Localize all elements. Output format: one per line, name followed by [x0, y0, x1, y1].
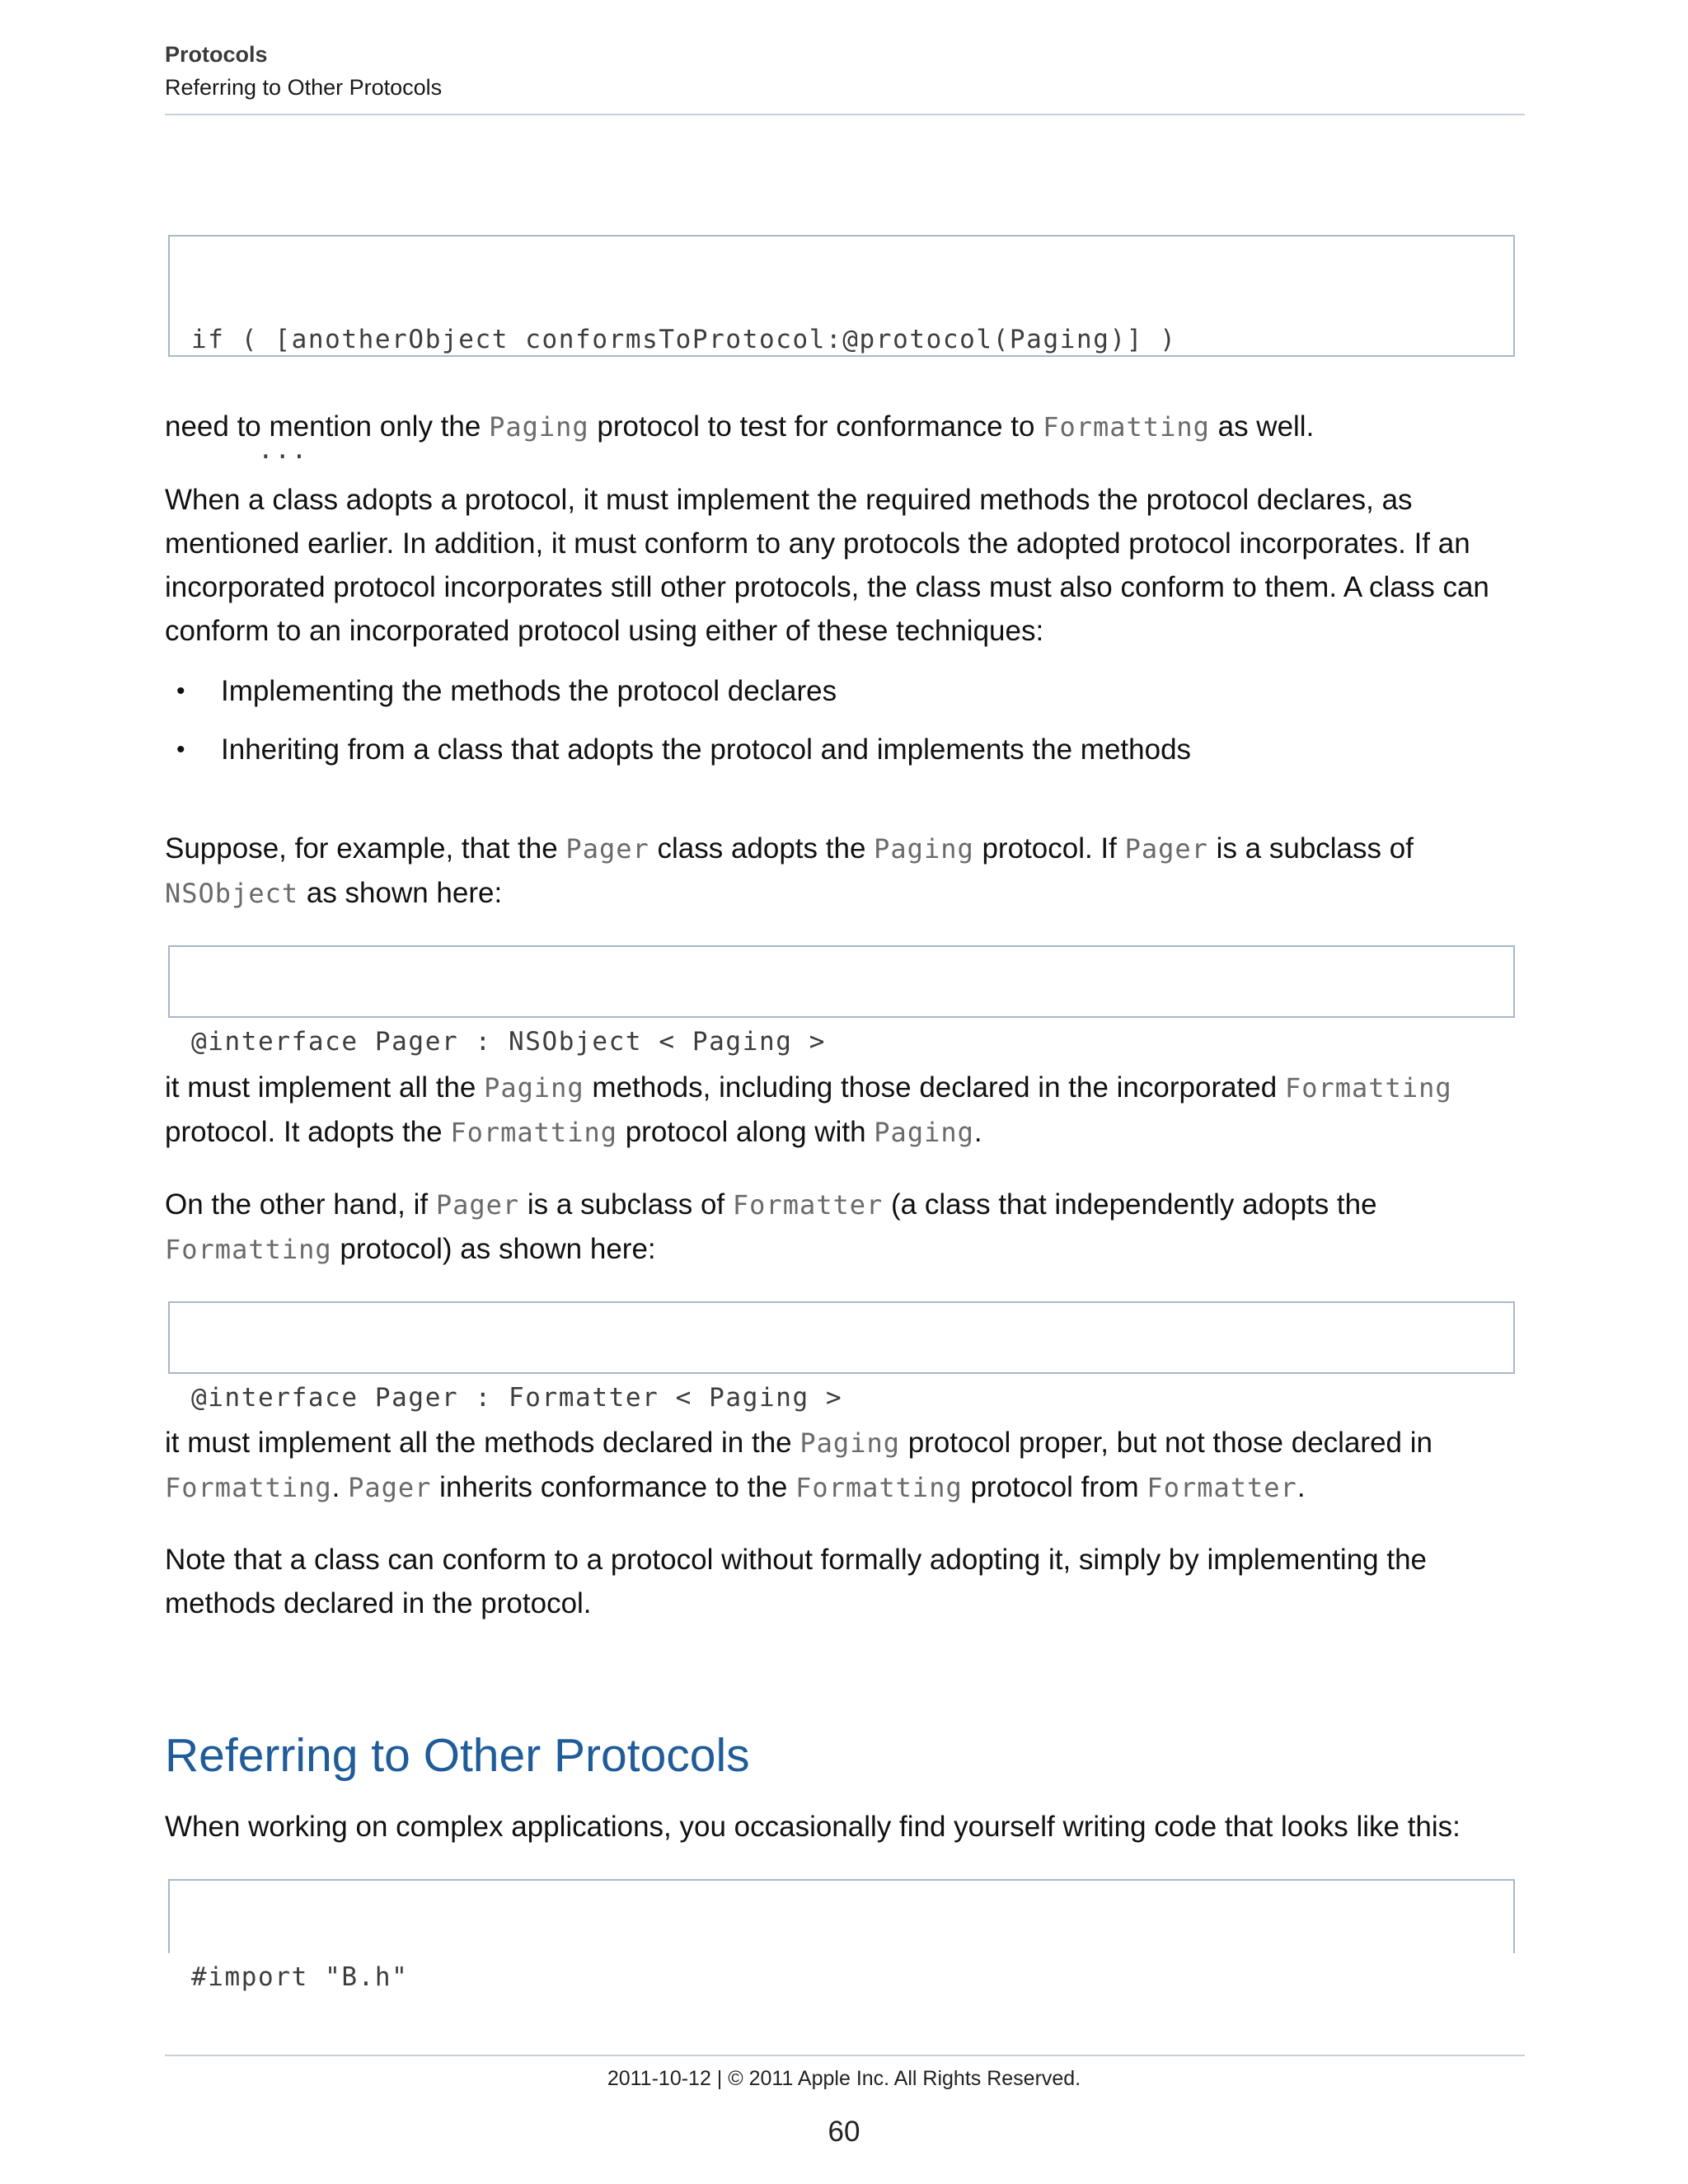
- text-run: protocol from: [962, 1471, 1147, 1503]
- text-run: as well.: [1209, 410, 1315, 443]
- header-divider: [165, 114, 1525, 115]
- text-run: need to mention only the: [165, 410, 490, 443]
- inline-code: Pager: [1124, 833, 1208, 865]
- inline-code: Paging: [874, 833, 974, 865]
- code-line: if ( [anotherObject conformsToProtocol:@protocol(Paging)] ): [191, 325, 1177, 354]
- code-line: ...: [191, 435, 308, 465]
- inline-code: Formatter: [732, 1189, 884, 1221]
- inline-code: Paging: [489, 411, 589, 443]
- inline-code: Pager: [435, 1189, 520, 1221]
- paragraph-implement-all: [165, 1066, 1533, 1155]
- inline-code: Paging: [799, 1427, 900, 1459]
- text-run: methods, including those declared in the incorporated: [584, 1071, 1285, 1104]
- code-line: @interface Pager : NSObject < Paging >: [191, 1027, 827, 1057]
- inline-code: Formatter: [1146, 1472, 1297, 1503]
- footer-copyright: 2011-10-12 | © 2011 Apple Inc. All Rights Reserved.: [607, 2067, 1081, 2090]
- page-number: 60: [828, 2116, 860, 2148]
- section-heading: Referring to Other Protocols: [165, 1729, 750, 1782]
- list-item-text: Inheriting from a class that adopts the protocol and implements the methods: [221, 733, 1192, 766]
- inline-code: Formatting: [165, 1234, 332, 1265]
- inline-code: Formatting: [450, 1117, 617, 1148]
- text-run: .: [1296, 1471, 1306, 1503]
- footer-divider: [165, 2055, 1525, 2056]
- paragraph-informal-conformance: Note that a class can conform to a protocol without formally adopting it, simply by implementing the methods declared in the protocol.: [165, 1544, 1428, 1619]
- text-run: Suppose, for example, that the: [165, 832, 566, 865]
- code-line: @interface Pager : Formatter < Paging >: [191, 1383, 843, 1413]
- inline-code: Paging: [484, 1072, 584, 1104]
- text-run: is a subclass of: [519, 1188, 733, 1221]
- text-run: protocol. It adopts the: [165, 1116, 451, 1148]
- text-run: On the other hand, if: [165, 1188, 436, 1221]
- list-item-text: Implementing the methods the protocol declares: [221, 675, 837, 707]
- text-run: protocol to test for conformance to: [588, 410, 1043, 443]
- text-run: inherits conformance to the: [431, 1471, 796, 1503]
- paragraph-conformance-test: [165, 405, 1533, 449]
- bullet-icon: •: [176, 736, 185, 763]
- paragraph-pager-example: [165, 827, 1533, 916]
- text-run: (a class that independently adopts the: [883, 1188, 1377, 1221]
- bullet-icon: •: [176, 677, 185, 705]
- header-chapter-title: Protocols: [165, 42, 268, 67]
- paragraph-inherits-conformance: [165, 1421, 1533, 1510]
- text-run: protocol along with: [617, 1116, 874, 1148]
- inline-code: NSObject: [165, 878, 299, 909]
- text-run: .: [331, 1471, 349, 1503]
- text-run: protocol. If: [973, 832, 1125, 865]
- text-run: as shown here:: [298, 877, 503, 909]
- code-block-import: [168, 1879, 1515, 1992]
- text-run: protocol) as shown here:: [331, 1233, 656, 1265]
- text-run: is a subclass of: [1207, 832, 1414, 865]
- code-block-nsobject: [168, 945, 1515, 1057]
- text-run: class adopts the: [649, 832, 874, 865]
- page-header: [165, 38, 1525, 104]
- code-line: #import "B.h": [191, 1962, 409, 1992]
- text-run: it must implement all the methods declared in the: [165, 1427, 800, 1459]
- inline-code: Formatting: [1284, 1072, 1452, 1104]
- text-run: protocol proper, but not those declared in: [899, 1427, 1432, 1459]
- text-run: .: [973, 1116, 982, 1148]
- code-block-formatter: [168, 1301, 1515, 1413]
- paragraph-formatter-subclass: [165, 1183, 1533, 1272]
- inline-code: Pager: [348, 1472, 432, 1503]
- header-section-title: Referring to Other Protocols: [165, 75, 443, 100]
- paragraph-complex-apps: When working on complex applications, you occasionally find yourself writing code that looks like this:: [165, 1811, 1461, 1843]
- inline-code: Paging: [874, 1117, 974, 1148]
- inline-code: Formatting: [795, 1472, 963, 1503]
- text-run: it must implement all the: [165, 1071, 485, 1104]
- inline-code: Formatting: [165, 1472, 332, 1503]
- inline-code: Pager: [565, 833, 649, 865]
- paragraph-adoption-rules: When a class adopts a protocol, it must implement the required methods the protocol declares, as mentioned earlier. In addition, it must conform to any protocols the adopted protocol incorporates. If an incorporated protocol incorporates still other protocols, the class must also conform to them. A class can conform to an incorporated protocol using either of these techniques:: [165, 484, 1489, 647]
- inline-code: Formatting: [1043, 411, 1210, 443]
